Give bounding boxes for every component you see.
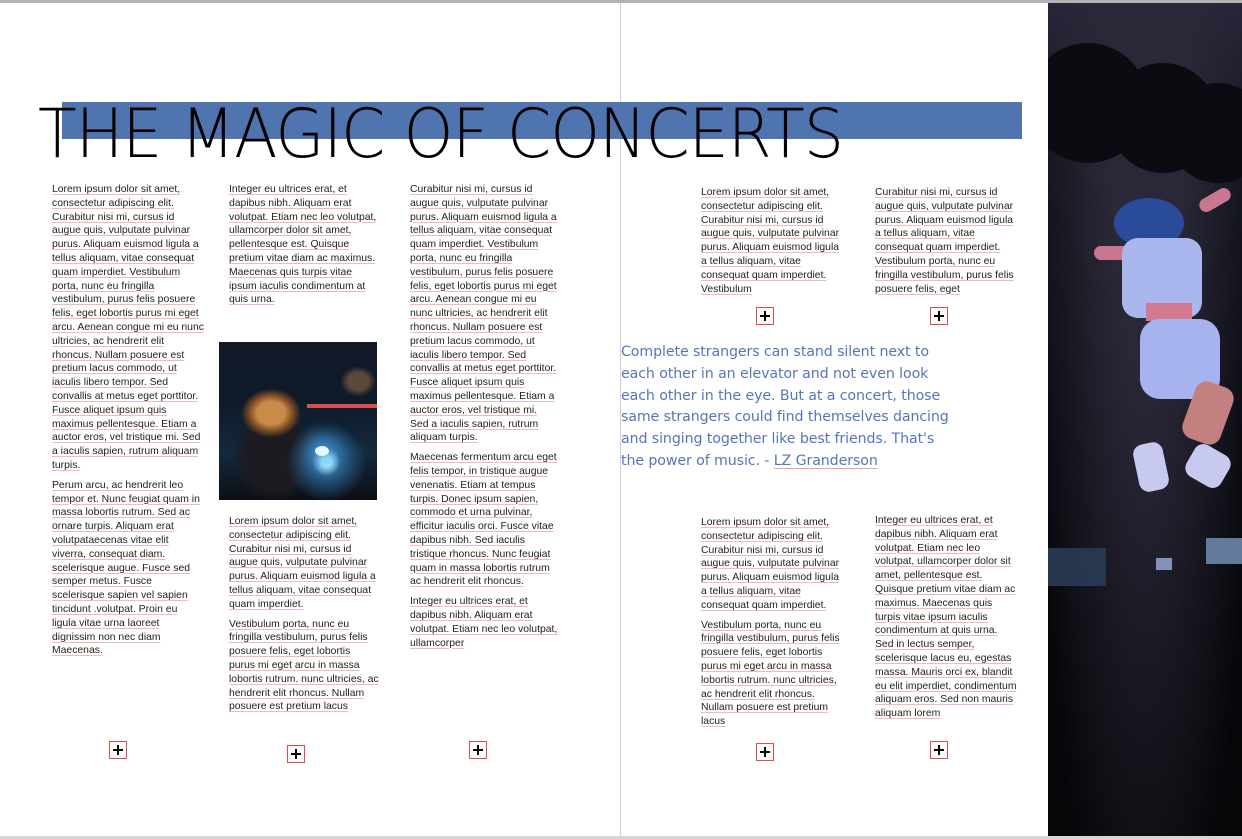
pull-quote-author: LZ Granderson <box>773 452 878 469</box>
concert-photo-singer[interactable] <box>219 342 377 500</box>
performer-arm-shape <box>1197 185 1233 214</box>
performer-shoe-shape <box>1131 440 1170 493</box>
paragraph: Integer eu ultrices erat, et dapibus nibh. Aliquam erat volutpat. Etiam nec leo volutpat, ullamcorper <box>410 596 558 649</box>
paragraph: Maecenas fermentum arcu eget felis tempor, in tristique augue venenatis. Etiam at tempus turpis. Donec ipsum sapien, commodo et urna pulvinar, efficitur iaculis orci. Fusce vitae dapibus nibh. Sed iaculis tristique rhoncus. Nunc feugiat quam in massa lobortis rutrum ac hendrerit elit rhoncus. <box>410 452 557 588</box>
paragraph: Integer eu ultrices erat, et dapibus nibh. Aliquam erat volutpat. Etiam nec leo volutpat, ullamcorper dolor sit amet, pellentesque est. Quisque pretium vitae diam ac maximus. Maecenas quis turpis vitae ipsum iaculis condimentum at quis urna. <box>229 184 377 306</box>
overflow-plus-icon[interactable] <box>756 307 774 325</box>
paragraph: Vestibulum porta, nunc eu fringilla vestibulum, purus felis posuere felis, eget lobortis purus mi eget arcu in massa lobortis rutrum. nunc ultricies, ac hendrerit elit rhoncus. Nullam posuere est pretium lacus <box>701 619 840 728</box>
stage-light-shape <box>315 446 329 456</box>
text-frame-right-bottom-col-1[interactable] <box>701 516 841 760</box>
text-frame-right-top-col-1[interactable] <box>701 186 841 310</box>
distant-screen-shape <box>1156 558 1172 570</box>
paragraph: Integer eu ultrices erat, et dapibus nibh. Aliquam erat volutpat. Etiam nec leo volutpat, ullamcorper dolor sit amet, pellentesque est. Quisque pretium vitae diam ac maximus. Maecenas quis turpis vitae ipsum iaculis condimentum at quis urna. Sed in lectus semper, scelerisque lacus eu, egestas massa. Mauris orci ex, blandit eu elit imperdiet, condimentum aliquam eros. Sed non mauris aliquam lorem <box>875 515 1017 720</box>
distant-screen-shape <box>1206 538 1242 564</box>
text-frame-right-bottom-col-2[interactable] <box>875 514 1017 754</box>
keyboard-shape <box>307 404 377 408</box>
paragraph: Curabitur nisi mi, cursus id augue quis, vulputate pulvinar purus. Aliquam euismod ligula a tellus aliquam, vitae consequat quam imperdiet. Vestibulum porta, nunc eu fringilla vestibulum, purus felis posuere felis, eget lobortis purus mi eget arcu. Aenean congue mi eu nunc ultricies, ac hendrerit elit rhoncus. Nullam posuere est pretium lacus commodo, ut iaculis libero tempor. Sed convallis at metus eget porttitor. Fusce aliquet ipsum quis maximus pellentesque. Etiam a auctor eros, vel tristique mi. Sed a iaculis sapien, rutrum aliquam turpis. <box>410 184 557 444</box>
overflow-plus-icon[interactable] <box>469 741 487 759</box>
performer-shoe-shape <box>1182 440 1235 491</box>
overflow-plus-icon[interactable] <box>930 307 948 325</box>
overflow-plus-icon[interactable] <box>287 745 305 763</box>
text-frame-left-col-2-bottom[interactable] <box>229 515 379 734</box>
paragraph: Lorem ipsum dolor sit amet, consectetur adipiscing elit. Curabitur nisi mi, cursus id augue quis, vulputate pulvinar purus. Aliquam euismod ligula a tellus aliquam, vitae consequat quam imperdiet. <box>701 517 840 611</box>
text-frame-left-col-3[interactable] <box>410 183 558 755</box>
paragraph: Perum arcu, ac hendrerit leo tempor et. Nunc feugiat quam in massa lobortis rutrum. Sed ac ornare turpis. Aliquam erat volutpataecenas vitae elit viverra, consequat diam. scelerisque augue. Fusce sed semper metus. Fusce scelerisque sapien vel sapien tincidunt .volutpat. Proin eu ligula vitae urna laoreet dignissim non nec diam Maecenas. <box>52 479 200 657</box>
distant-screen-shape <box>1048 548 1106 586</box>
overflow-plus-icon[interactable] <box>109 741 127 759</box>
paragraph: Lorem ipsum dolor sit amet, consectetur adipiscing elit. Curabitur nisi mi, cursus id augue quis, vulputate pulvinar purus. Aliquam euismod ligula a tellus aliquam, vitae consequat quam imperdiet. <box>229 516 376 610</box>
paragraph: Lorem ipsum dolor sit amet, consectetur adipiscing elit. Curabitur nisi mi, cursus id augue quis, vulputate pulvinar purus. Aliquam euismod ligula a tellus aliquam, vitae consequat quam imperdiet. Vestibulum porta, nunc eu fringilla vestibulum, purus felis posuere felis, eget lobortis purus mi eget arcu. Aenean congue mi eu nunc ultricies, ac hendrerit elit rhoncus. Nullam posuere est pretium lacus commodo, ut iaculis libero tempor. Sed convallis at metus eget porttitor. Fusce aliquet ipsum quis maximus pellentesque. Etiam a auctor eros, vel tristique mi. Sed a iaculis sapien, rutrum aliquam turpis. <box>52 184 204 471</box>
text-frame-right-top-col-2[interactable] <box>875 186 1017 310</box>
pull-quote-text: Complete strangers can stand silent next to each other in an elevator and not even look each other in the eye. But at a concert, those same strangers could find themselves dancing and singing together like best friends. That's the power of music. - <box>621 344 949 469</box>
text-frame-left-col-2-top[interactable] <box>229 183 379 313</box>
text-frame-left-col-1[interactable] <box>52 183 204 665</box>
paragraph: Lorem ipsum dolor sit amet, consectetur adipiscing elit. Curabitur nisi mi, cursus id augue quis, vulputate pulvinar purus. Aliquam euismod ligula a tellus aliquam, vitae consequat quam imperdiet. Vestibulum <box>701 187 840 295</box>
overflow-plus-icon[interactable] <box>756 743 774 761</box>
pull-quote[interactable] <box>621 342 961 473</box>
page-title: THE MAGIC OF CONCERTS <box>38 95 844 174</box>
paragraph: Vestibulum porta, nunc eu fringilla vestibulum, purus felis posuere felis, eget lobortis purus mi eget arcu in massa lobortis rutrum. nunc ultricies, ac hendrerit elit rhoncus. Nullam posuere est pretium lacus <box>229 618 379 713</box>
overflow-plus-icon[interactable] <box>930 741 948 759</box>
concert-photo-jumping-performer[interactable] <box>1048 3 1242 836</box>
paragraph: Curabitur nisi mi, cursus id augue quis, vulputate pulvinar purus. Aliquam euismod ligula a tellus aliquam, vitae consequat quam imperdiet. Vestibulum porta, nunc eu fringilla vestibulum, purus felis posuere felis, eget <box>875 187 1014 295</box>
